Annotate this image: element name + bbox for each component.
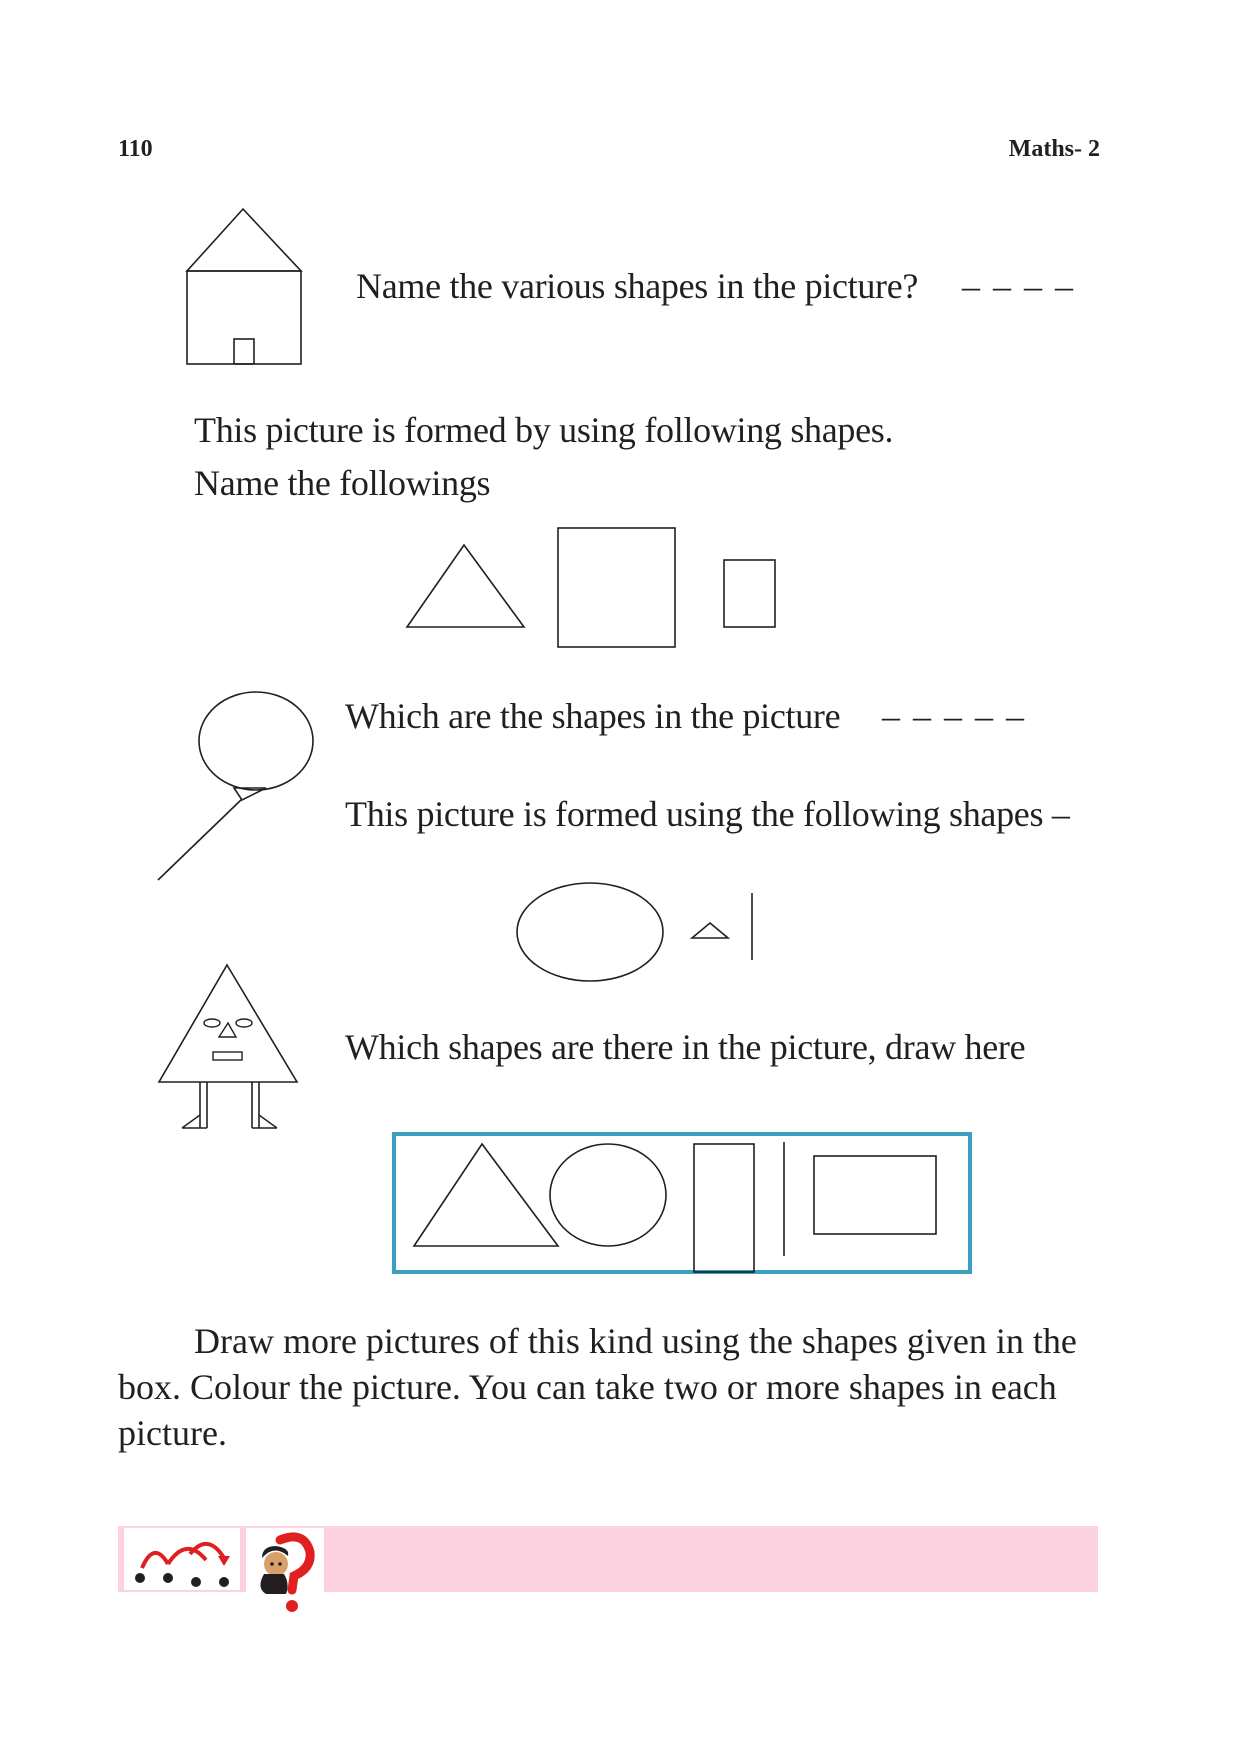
square-shape — [558, 528, 675, 647]
triangle-person-icon — [155, 960, 305, 1135]
triangle-shape — [407, 545, 524, 627]
oval-shape — [517, 883, 663, 981]
balloon-picture-icon — [150, 685, 320, 885]
instruction-line-3: This picture is formed using the following shapes – — [345, 794, 1070, 834]
shapes-box — [392, 1132, 972, 1274]
tiny-triangle-shape — [692, 923, 728, 938]
instruction-line-2: Name the followings — [194, 463, 491, 503]
answer-blank-2: – – – – – — [882, 696, 1026, 736]
activity-paragraph: Draw more pictures of this kind using the shapes given in the box. Colour the picture. You can take two or more shapes in each picture. — [118, 1321, 1077, 1453]
question-2: Which are the shapes in the picture — [345, 696, 841, 736]
question-1: Name the various shapes in the picture? — [356, 266, 919, 306]
house-picture-icon — [180, 205, 310, 370]
box-rectangle-shape — [814, 1156, 936, 1234]
thinking-child-question-icon — [246, 1528, 324, 1614]
small-rectangle-shape — [724, 560, 775, 627]
box-tall-rectangle-shape — [694, 1144, 754, 1272]
page-number: 110 — [118, 136, 153, 162]
balloon-shapes-row — [510, 880, 770, 990]
book-title: Maths- 2 — [1008, 136, 1100, 162]
thinking-child-icon-bg — [246, 1528, 324, 1614]
box-circle-shape — [550, 1144, 666, 1246]
hopping-arrows-icon-bg — [124, 1528, 240, 1590]
hopping-arrows-icon — [124, 1528, 240, 1590]
box-triangle-shape — [414, 1144, 558, 1246]
question-3: Which shapes are there in the picture, draw here — [345, 1027, 1026, 1067]
house-shapes-row — [400, 520, 790, 650]
instruction-line-1: This picture is formed by using following shapes. — [194, 410, 894, 450]
answer-blank-1: – – – – — [962, 266, 1075, 306]
